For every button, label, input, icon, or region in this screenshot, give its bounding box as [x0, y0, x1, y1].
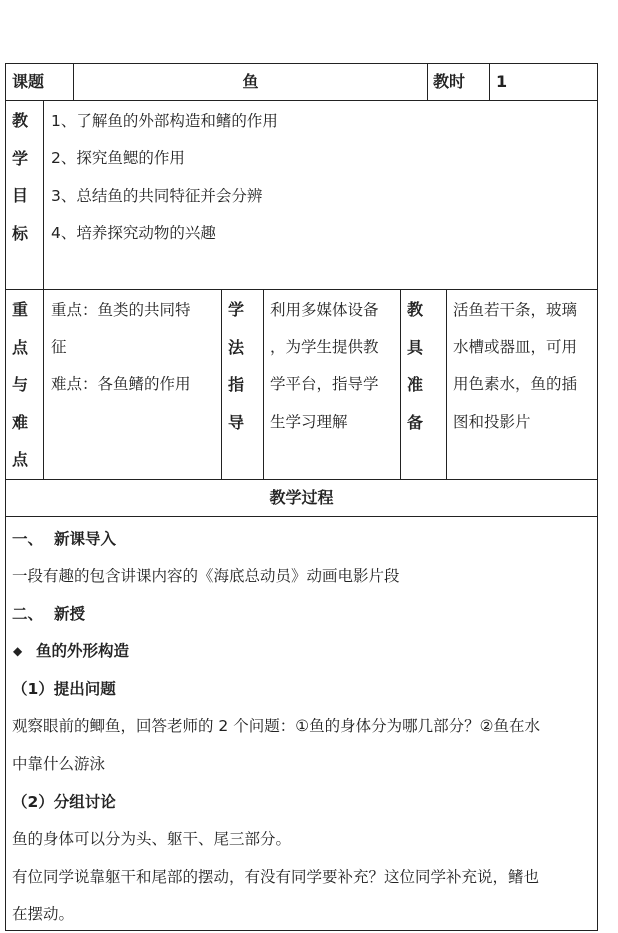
guidance-line: ，为学生提供教	[270, 338, 379, 356]
body-text: 鱼的身体可以分为头、躯干、尾三部分。	[12, 830, 292, 848]
step-title: （2）分组讨论	[12, 793, 116, 811]
objective-item: 1、了解鱼的外部构造和鳍的作用	[51, 112, 278, 130]
label-char: 备	[407, 412, 424, 432]
label-char: 学	[228, 300, 245, 319]
step-title: （1）提出问题	[12, 680, 116, 698]
table-line-page-bottom	[5, 930, 598, 931]
preparation-line: 图和投影片	[453, 413, 531, 431]
label-char: 教	[12, 111, 29, 130]
label-char: 具	[407, 337, 424, 357]
table-border-right	[597, 63, 598, 931]
keypoints-label	[12, 300, 32, 488]
body-text: 有位同学说靠躯干和尾部的摆动，有没有同学要补充？这位同学补充说，鳍也	[12, 868, 540, 886]
table-line-process-title-bottom	[5, 516, 598, 517]
topic-label: 课题	[12, 72, 45, 91]
section-title: 新课导入	[54, 530, 117, 548]
preparation-line: 水槽或器皿，可用	[453, 338, 578, 356]
difficulty-line: 难点：各鱼鳍的作用	[51, 375, 191, 393]
section-title: 新授	[54, 605, 86, 623]
key-point-line: 征	[51, 338, 67, 356]
table-line-header-bottom	[5, 100, 598, 101]
guidance-line: 生学习理解	[270, 413, 348, 431]
objective-item: 4、培养探究动物的兴趣	[51, 224, 216, 242]
section-number: 二、	[12, 605, 44, 623]
table-line-v	[400, 289, 401, 480]
label-char: 导	[228, 412, 245, 432]
label-char: 重	[12, 300, 29, 319]
table-line-v	[427, 63, 428, 101]
section-number: 一、	[12, 530, 44, 548]
table-line-v	[263, 289, 264, 480]
table-line-v	[446, 289, 447, 480]
table-line-keypoints-bottom	[5, 479, 598, 480]
table-line-v	[43, 100, 44, 480]
label-char: 学	[12, 148, 29, 168]
guidance-line: 利用多媒体设备	[270, 301, 379, 319]
process-title: 教学过程	[269, 488, 334, 507]
label-char: 法	[228, 337, 245, 357]
preparation-line: 活鱼若干条，玻璃	[453, 301, 578, 319]
label-char: 点	[12, 337, 29, 357]
guidance-line: 学平台，指导学	[270, 375, 379, 393]
label-char: 点	[12, 450, 29, 469]
body-text: 中靠什么游泳	[12, 755, 106, 773]
label-char: 与	[12, 375, 29, 394]
label-char: 标	[12, 223, 29, 243]
hours-label: 教时	[433, 72, 466, 91]
table-line-v	[489, 63, 490, 101]
label-char: 教	[407, 300, 424, 319]
table-line-objectives-bottom	[5, 289, 598, 290]
subsection-title: 鱼的外形构造	[36, 642, 130, 660]
hours-value: 1	[496, 72, 508, 91]
diamond-bullet-icon: ◆	[13, 644, 23, 658]
key-point-line: 重点：鱼类的共同特	[51, 301, 191, 319]
objectives-label	[12, 111, 32, 261]
preparation-label	[407, 300, 427, 450]
label-char: 指	[228, 375, 245, 394]
objective-item: 2、探究鱼鳃的作用	[51, 149, 185, 167]
table-border-top	[5, 63, 598, 64]
body-text: 一段有趣的包含讲课内容的《海底总动员》动画电影片段	[12, 567, 400, 585]
label-char: 难	[12, 412, 29, 432]
label-char: 准	[407, 375, 424, 394]
guidance-label	[228, 300, 248, 450]
topic-title: 鱼	[242, 72, 259, 91]
body-text: 观察眼前的鲫鱼，回答老师的 2 个问题：①鱼的身体分为哪几部分？②鱼在水	[12, 717, 541, 735]
objective-item: 3、总结鱼的共同特征并会分辨	[51, 187, 263, 205]
preparation-line: 用色素水，鱼的插	[453, 375, 578, 393]
label-char: 目	[12, 186, 29, 205]
table-line-v	[221, 289, 222, 480]
body-text: 在摆动。	[12, 905, 75, 923]
